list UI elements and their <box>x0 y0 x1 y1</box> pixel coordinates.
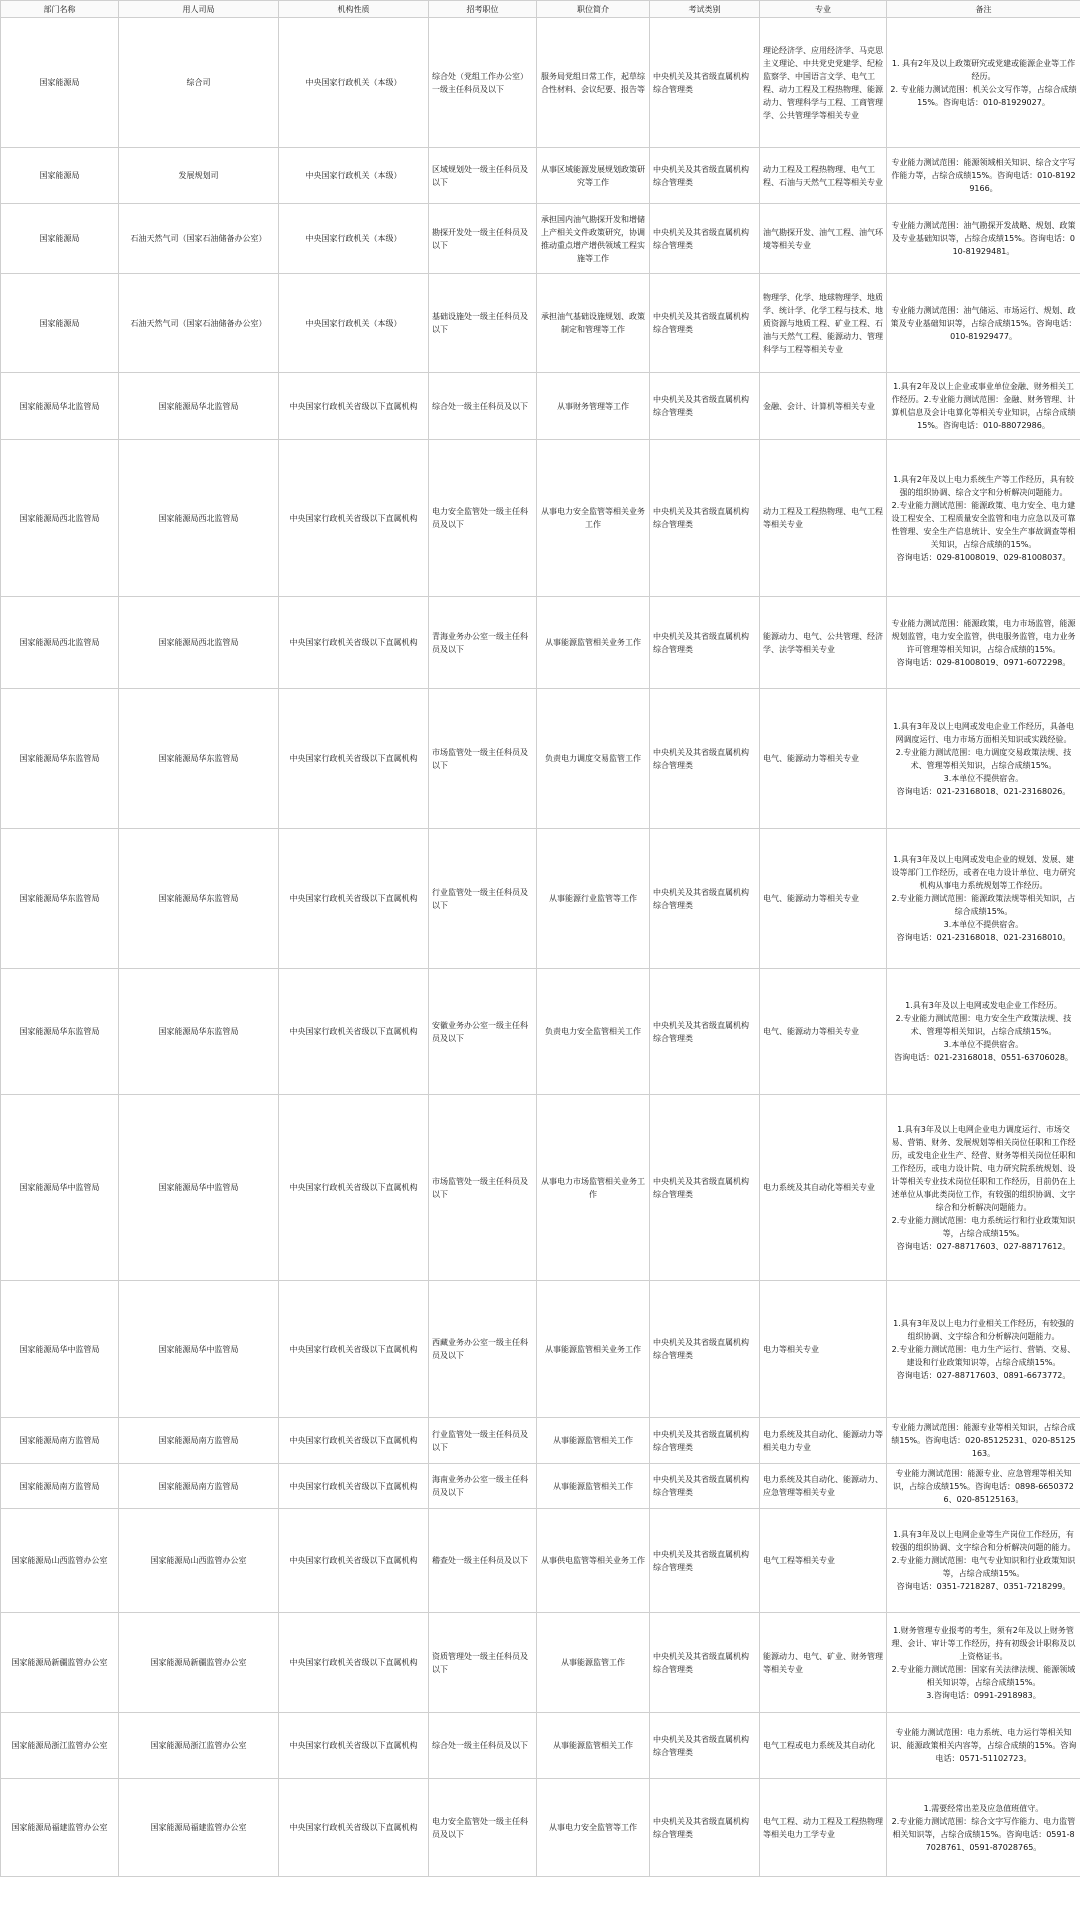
org-type-cell: 中央国家行政机关省级以下直属机构 <box>279 1464 429 1509</box>
major-cell: 油气勘探开发、油气工程、油气环境等相关专业 <box>760 204 887 274</box>
table-row <box>1 1509 1080 1613</box>
position-cell: 安徽业务办公室一级主任科员及以下 <box>429 969 537 1095</box>
org-type-cell: 中央国家行政机关（本级） <box>279 148 429 204</box>
exam-type-cell: 中央机关及其省级直属机构综合管理类 <box>650 274 760 373</box>
description-cell: 从事财务管理等工作 <box>537 373 650 440</box>
dept-cell: 国家能源局西北监管局 <box>1 597 119 689</box>
major-cell: 物理学、化学、地球物理学、地质学、统计学、化学工程与技术、地质资源与地质工程、矿业工程、石油与天然气工程、能源动力、管理科学与工程等相关专业 <box>760 274 887 373</box>
dept-cell: 国家能源局 <box>1 148 119 204</box>
description-cell: 从事能源行业监管等工作 <box>537 829 650 969</box>
position-cell: 西藏业务办公室一级主任科员及以下 <box>429 1281 537 1418</box>
notes-cell: 1.具有2年及以上电力系统生产等工作经历，具有较强的组织协调、综合文字和分析解决问题能力。 2.专业能力测试范围：能源政策、电力安全、电力建设工程安全、工程质量安全监管和电力应急以及可靠性管理、安全生产信息统计、安全生产事故调查等相关知识，占综合成绩的15%。 咨询电话：029-81008019、029-81008037。 <box>887 440 1080 597</box>
position-cell: 综合处一级主任科员及以下 <box>429 1713 537 1779</box>
org-type-cell: 中央国家行政机关省级以下直属机构 <box>279 689 429 829</box>
notes-cell: 1. 具有2年及以上政策研究或党建或能源企业等工作经历。 2. 专业能力测试范围：机关公文写作等，占综合成绩15%。咨询电话：010-81929027。 <box>887 18 1080 148</box>
table-row <box>1 969 1080 1095</box>
major-cell: 理论经济学、应用经济学、马克思主义理论、中共党史党建学、纪检监察学、中国语言文学、电气工程、动力工程及工程热物理、能源动力、管理科学与工程、工商管理学、公共管理学等相关专业 <box>760 18 887 148</box>
exam-type-cell: 中央机关及其省级直属机构综合管理类 <box>650 148 760 204</box>
exam-type-cell: 中央机关及其省级直属机构综合管理类 <box>650 204 760 274</box>
exam-type-cell: 中央机关及其省级直属机构综合管理类 <box>650 689 760 829</box>
table-row <box>1 204 1080 274</box>
major-cell: 电气工程或电力系统及其自动化 <box>760 1713 887 1779</box>
major-cell: 电力等相关专业 <box>760 1281 887 1418</box>
position-cell: 行业监管处一级主任科员及以下 <box>429 1418 537 1464</box>
org-type-cell: 中央国家行政机关省级以下直属机构 <box>279 1713 429 1779</box>
major-cell: 电力系统及其自动化、能源动力、应急管理等相关专业 <box>760 1464 887 1509</box>
bureau-cell: 国家能源局西北监管局 <box>119 597 279 689</box>
major-cell: 电气、能源动力等相关专业 <box>760 969 887 1095</box>
bureau-cell: 国家能源局华东监管局 <box>119 969 279 1095</box>
table-row <box>1 148 1080 204</box>
major-cell: 电气工程等相关专业 <box>760 1509 887 1613</box>
description-cell: 从事能源监管相关工作 <box>537 1464 650 1509</box>
description-cell: 从事电力安全监管等相关业务工作 <box>537 440 650 597</box>
dept-cell: 国家能源局华北监管局 <box>1 373 119 440</box>
table-row <box>1 1095 1080 1281</box>
description-cell: 承担油气基础设施规划、政策制定和管理等工作 <box>537 274 650 373</box>
bureau-cell: 国家能源局华中监管局 <box>119 1281 279 1418</box>
table-row <box>1 1779 1080 1877</box>
table-row <box>1 1613 1080 1713</box>
header-exam-type: 考试类别 <box>650 1 760 18</box>
exam-type-cell: 中央机关及其省级直属机构综合管理类 <box>650 1418 760 1464</box>
table-body <box>1 18 1080 1877</box>
description-cell: 从事区域能源发展规划政策研究等工作 <box>537 148 650 204</box>
org-type-cell: 中央国家行政机关省级以下直属机构 <box>279 1613 429 1713</box>
position-cell: 市场监管处一级主任科员及以下 <box>429 1095 537 1281</box>
exam-type-cell: 中央机关及其省级直属机构综合管理类 <box>650 969 760 1095</box>
notes-cell: 1.具有2年及以上企业或事业单位金融、财务相关工作经历。2.专业能力测试范围：金融、财务管理、计算机信息及会计电算化等相关专业知识，占综合成绩15%。咨询电话：010-88072986。 <box>887 373 1080 440</box>
header-row <box>1 1 1080 18</box>
major-cell: 电气、能源动力等相关专业 <box>760 689 887 829</box>
notes-cell: 1.具有3年及以上电网企业等生产岗位工作经历，有较强的组织协调、文字综合和分析解决问题的能力。 2.专业能力测试范围：电气专业知识和行业政策知识等，占综合成绩15%。 咨询电话：0351-7218287、0351-7218299。 <box>887 1509 1080 1613</box>
exam-type-cell: 中央机关及其省级直属机构综合管理类 <box>650 597 760 689</box>
description-cell: 从事能源监管工作 <box>537 1613 650 1713</box>
dept-cell: 国家能源局南方监管局 <box>1 1464 119 1509</box>
dept-cell: 国家能源局华东监管局 <box>1 969 119 1095</box>
description-cell: 负责电力安全监管相关工作 <box>537 969 650 1095</box>
notes-cell: 1.财务管理专业报考的考生，须有2年及以上财务管理、会计、审计等工作经历，持有初级会计职称及以上资格证书。 2.专业能力测试范围：国家有关法律法规、能源领域相关知识等，占综合成绩15%。 3.咨询电话：0991-2918983。 <box>887 1613 1080 1713</box>
exam-type-cell: 中央机关及其省级直属机构综合管理类 <box>650 373 760 440</box>
description-cell: 从事电力市场监管相关业务工作 <box>537 1095 650 1281</box>
header-bureau: 用人司局 <box>119 1 279 18</box>
table-row <box>1 373 1080 440</box>
bureau-cell: 国家能源局福建监管办公室 <box>119 1779 279 1877</box>
notes-cell: 1.具有3年及以上电网或发电企业工作经历。 2.专业能力测试范围：电力安全生产政策法规、技术、管理等相关知识，占综合成绩15%。 3.本单位不提供宿舍。 咨询电话：021-23168018、0551-63706028。 <box>887 969 1080 1095</box>
notes-cell: 1.具有3年及以上电力行业相关工作经历，有较强的组织协调、文字综合和分析解决问题能力。 2.专业能力测试范围：电力生产运行、营销、交易、建设和行业政策知识等，占综合成绩15%。 咨询电话：027-88717603、0891-6673772。 <box>887 1281 1080 1418</box>
org-type-cell: 中央国家行政机关省级以下直属机构 <box>279 1779 429 1877</box>
exam-type-cell: 中央机关及其省级直属机构综合管理类 <box>650 1281 760 1418</box>
bureau-cell: 国家能源局西北监管局 <box>119 440 279 597</box>
major-cell: 电力系统及其自动化、能源动力等相关电力专业 <box>760 1418 887 1464</box>
exam-type-cell: 中央机关及其省级直属机构综合管理类 <box>650 1509 760 1613</box>
dept-cell: 国家能源局华中监管局 <box>1 1095 119 1281</box>
table-row <box>1 689 1080 829</box>
exam-type-cell: 中央机关及其省级直属机构综合管理类 <box>650 1613 760 1713</box>
major-cell: 动力工程及工程热物理、电气工程等相关专业 <box>760 440 887 597</box>
major-cell: 金融、会计、计算机等相关专业 <box>760 373 887 440</box>
position-cell: 市场监管处一级主任科员及以下 <box>429 689 537 829</box>
notes-cell: 专业能力测试范围：能源领域相关知识、综合文字写作能力等，占综合成绩15%。咨询电话：010-81929166。 <box>887 148 1080 204</box>
description-cell: 从事能源监管相关工作 <box>537 1418 650 1464</box>
org-type-cell: 中央国家行政机关省级以下直属机构 <box>279 1509 429 1613</box>
org-type-cell: 中央国家行政机关省级以下直属机构 <box>279 829 429 969</box>
bureau-cell: 国家能源局南方监管局 <box>119 1464 279 1509</box>
header-major: 专业 <box>760 1 887 18</box>
description-cell: 从事供电监管等相关业务工作 <box>537 1509 650 1613</box>
position-cell: 基础设施处一级主任科员及以下 <box>429 274 537 373</box>
notes-cell: 专业能力测试范围：油气储运、市场运行、规划、政策及专业基础知识等，占综合成绩15%。咨询电话：010-81929477。 <box>887 274 1080 373</box>
bureau-cell: 国家能源局华东监管局 <box>119 829 279 969</box>
exam-type-cell: 中央机关及其省级直属机构综合管理类 <box>650 1464 760 1509</box>
bureau-cell: 国家能源局浙江监管办公室 <box>119 1713 279 1779</box>
org-type-cell: 中央国家行政机关省级以下直属机构 <box>279 969 429 1095</box>
notes-cell: 1.具有3年及以上电网或发电企业工作经历，具备电网调度运行、电力市场方面相关知识或实践经验。 2.专业能力测试范围：电力调度交易政策法规、技术、管理等相关知识，占综合成绩15%。 3.本单位不提供宿舍。 咨询电话：021-23168018、021-23168026。 <box>887 689 1080 829</box>
bureau-cell: 国家能源局山西监管办公室 <box>119 1509 279 1613</box>
org-type-cell: 中央国家行政机关省级以下直属机构 <box>279 1281 429 1418</box>
dept-cell: 国家能源局福建监管办公室 <box>1 1779 119 1877</box>
table-row <box>1 274 1080 373</box>
exam-type-cell: 中央机关及其省级直属机构综合管理类 <box>650 1713 760 1779</box>
position-cell: 海南业务办公室一级主任科员及以下 <box>429 1464 537 1509</box>
header-description: 职位简介 <box>537 1 650 18</box>
bureau-cell: 发展规划司 <box>119 148 279 204</box>
notes-cell: 1.具有3年及以上电网或发电企业的规划、发展、建设等部门工作经历，或者在电力设计单位、电力研究机构从事电力系统规划等工作经历。 2.专业能力测试范围：能源政策法规等相关知识，占综合成绩15%。 3.本单位不提供宿舍。 咨询电话：021-23168018、021-23168010。 <box>887 829 1080 969</box>
table-row <box>1 597 1080 689</box>
header-position: 招考职位 <box>429 1 537 18</box>
notes-cell: 专业能力测试范围：电力系统、电力运行等相关知识、能源政策相关内容等，占综合成绩的15%。咨询电话：0571-51102723。 <box>887 1713 1080 1779</box>
header-dept: 部门名称 <box>1 1 119 18</box>
bureau-cell: 石油天然气司（国家石油储备办公室） <box>119 274 279 373</box>
bureau-cell: 综合司 <box>119 18 279 148</box>
dept-cell: 国家能源局山西监管办公室 <box>1 1509 119 1613</box>
dept-cell: 国家能源局 <box>1 204 119 274</box>
major-cell: 能源动力、电气、矿业、财务管理等相关专业 <box>760 1613 887 1713</box>
position-cell: 资质管理处一级主任科员及以下 <box>429 1613 537 1713</box>
bureau-cell: 国家能源局华东监管局 <box>119 689 279 829</box>
description-cell: 承担国内油气勘探开发和增储上产相关文件政策研究，协调推动重点增产增供领域工程实施等工作 <box>537 204 650 274</box>
notes-cell: 专业能力测试范围：能源专业、应急管理等相关知识，占综合成绩15%。咨询电话：0898-66503726、020-85125163。 <box>887 1464 1080 1509</box>
description-cell: 从事能源监管相关工作 <box>537 1713 650 1779</box>
org-type-cell: 中央国家行政机关省级以下直属机构 <box>279 1095 429 1281</box>
notes-cell: 1.需要经常出差及应急值班值守。 2.专业能力测试范围：综合文字写作能力、电力监管相关知识等，占综合成绩15%。咨询电话：0591-87028761、0591-87028765。 <box>887 1779 1080 1877</box>
dept-cell: 国家能源局南方监管局 <box>1 1418 119 1464</box>
table-row <box>1 18 1080 148</box>
major-cell: 电气工程、动力工程及工程热物理等相关电力工学专业 <box>760 1779 887 1877</box>
header-org-type: 机构性质 <box>279 1 429 18</box>
org-type-cell: 中央国家行政机关（本级） <box>279 18 429 148</box>
major-cell: 电力系统及其自动化等相关专业 <box>760 1095 887 1281</box>
table-row <box>1 1281 1080 1418</box>
notes-cell: 1.具有3年及以上电网企业电力调度运行、市场交易、营销、财务、发展规划等相关岗位任职和工作经历，或发电企业生产、经营、财务等相关岗位任职和工作经历，或电力设计院、电力研究院系统规划、设计等相关专业技术岗位任职和工作经历，目前仍在上述单位从事此类岗位工作，有较强的组织协调、文字综合和分析解决问题能力。 2.专业能力测试范围：电力系统运行和行业政策知识等，占综合成绩15%。 咨询电话：027-88717603、027-88717612。 <box>887 1095 1080 1281</box>
table-row <box>1 1418 1080 1464</box>
dept-cell: 国家能源局新疆监管办公室 <box>1 1613 119 1713</box>
exam-type-cell: 中央机关及其省级直属机构综合管理类 <box>650 829 760 969</box>
notes-cell: 专业能力测试范围：能源专业等相关知识，占综合成绩15%。咨询电话：020-85125231、020-85125163。 <box>887 1418 1080 1464</box>
table-row <box>1 1464 1080 1509</box>
table-row <box>1 1713 1080 1779</box>
position-cell: 区域规划处一级主任科员及以下 <box>429 148 537 204</box>
position-cell: 勘探开发处一级主任科员及以下 <box>429 204 537 274</box>
major-cell: 动力工程及工程热物理、电气工程、石油与天然气工程等相关专业 <box>760 148 887 204</box>
exam-type-cell: 中央机关及其省级直属机构综合管理类 <box>650 18 760 148</box>
notes-cell: 专业能力测试范围：能源政策，电力市场监管，能源规划监管，电力安全监管，供电服务监管，电力业务许可管理等相关知识，占综合成绩的15%。 咨询电话：029-81008019、0971-6072298。 <box>887 597 1080 689</box>
exam-type-cell: 中央机关及其省级直属机构综合管理类 <box>650 440 760 597</box>
position-cell: 综合处（党组工作办公室）一级主任科员及以下 <box>429 18 537 148</box>
position-cell: 稽查处一级主任科员及以下 <box>429 1509 537 1613</box>
dept-cell: 国家能源局浙江监管办公室 <box>1 1713 119 1779</box>
dept-cell: 国家能源局 <box>1 18 119 148</box>
dept-cell: 国家能源局华中监管局 <box>1 1281 119 1418</box>
header-notes: 备注 <box>887 1 1080 18</box>
org-type-cell: 中央国家行政机关（本级） <box>279 274 429 373</box>
position-cell: 行业监管处一级主任科员及以下 <box>429 829 537 969</box>
bureau-cell: 国家能源局新疆监管办公室 <box>119 1613 279 1713</box>
dept-cell: 国家能源局华东监管局 <box>1 829 119 969</box>
dept-cell: 国家能源局西北监管局 <box>1 440 119 597</box>
description-cell: 服务局党组日常工作，起草综合性材料、会议纪要、报告等 <box>537 18 650 148</box>
table-row <box>1 829 1080 969</box>
description-cell: 从事能源监管相关业务工作 <box>537 597 650 689</box>
org-type-cell: 中央国家行政机关省级以下直属机构 <box>279 597 429 689</box>
bureau-cell: 国家能源局华中监管局 <box>119 1095 279 1281</box>
description-cell: 从事能源监管相关业务工作 <box>537 1281 650 1418</box>
position-cell: 综合处一级主任科员及以下 <box>429 373 537 440</box>
position-cell: 电力安全监管处一级主任科员及以下 <box>429 440 537 597</box>
major-cell: 电气、能源动力等相关专业 <box>760 829 887 969</box>
org-type-cell: 中央国家行政机关省级以下直属机构 <box>279 373 429 440</box>
description-cell: 从事电力安全监管等工作 <box>537 1779 650 1877</box>
exam-type-cell: 中央机关及其省级直属机构综合管理类 <box>650 1095 760 1281</box>
org-type-cell: 中央国家行政机关省级以下直属机构 <box>279 1418 429 1464</box>
dept-cell: 国家能源局 <box>1 274 119 373</box>
bureau-cell: 石油天然气司（国家石油储备办公室） <box>119 204 279 274</box>
notes-cell: 专业能力测试范围：油气勘探开发战略、规划、政策及专业基础知识等，占综合成绩15%。咨询电话：010-81929481。 <box>887 204 1080 274</box>
exam-type-cell: 中央机关及其省级直属机构综合管理类 <box>650 1779 760 1877</box>
position-cell: 青海业务办公室一级主任科员及以下 <box>429 597 537 689</box>
description-cell: 负责电力调度交易监管工作 <box>537 689 650 829</box>
org-type-cell: 中央国家行政机关省级以下直属机构 <box>279 440 429 597</box>
dept-cell: 国家能源局华东监管局 <box>1 689 119 829</box>
major-cell: 能源动力、电气、公共管理、经济学、法学等相关专业 <box>760 597 887 689</box>
table-row <box>1 440 1080 597</box>
org-type-cell: 中央国家行政机关（本级） <box>279 204 429 274</box>
position-cell: 电力安全监管处一级主任科员及以下 <box>429 1779 537 1877</box>
bureau-cell: 国家能源局南方监管局 <box>119 1418 279 1464</box>
bureau-cell: 国家能源局华北监管局 <box>119 373 279 440</box>
